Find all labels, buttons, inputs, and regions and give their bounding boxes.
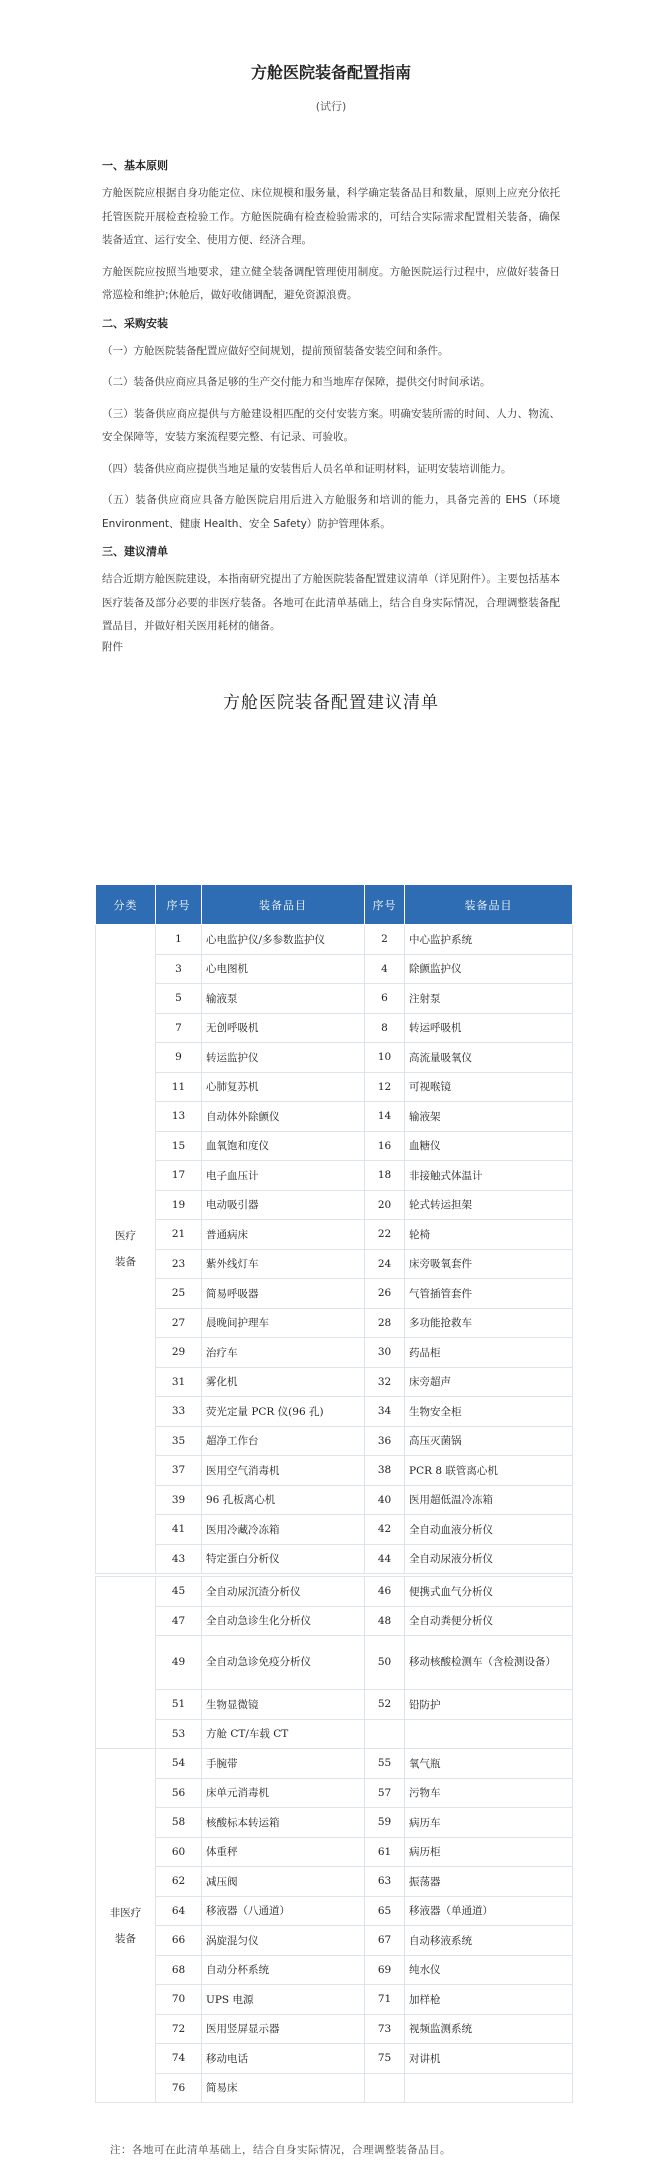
section-heading-principles: 一、基本原则	[102, 159, 168, 172]
item-name: 轮式转运担架	[405, 1190, 573, 1220]
item-name: UPS 电源	[202, 1985, 365, 2015]
item-name: 床旁超声	[405, 1367, 573, 1397]
list-title: 方舱医院装备配置建议清单	[223, 692, 439, 713]
item-name: 病历车	[405, 1808, 573, 1838]
item-number: 49	[156, 1636, 202, 1690]
item-number: 68	[156, 1955, 202, 1985]
table-row	[96, 1397, 573, 1427]
item-name	[405, 1719, 573, 1749]
item-name: 移动核酸检测车（含检测设备）	[405, 1636, 573, 1690]
item-number: 71	[365, 1985, 405, 2015]
item-name: 体重秤	[202, 1837, 365, 1867]
paragraph: 方舱医院应根据自身功能定位、床位规模和服务量，科学确定装备品目和数量，原则上应充分依托托管医院开展检查检验工作。方舱医院确有检查检验需求的，可结合实际需求配置相关装备，确保装备适宜、运行安全、使用方便、经济合理。	[102, 187, 560, 246]
item-number: 65	[365, 1896, 405, 1926]
item-number: 26	[365, 1279, 405, 1309]
item-number: 39	[156, 1485, 202, 1515]
item-name: 荧光定量 PCR 仪(96 孔)	[202, 1397, 365, 1427]
paragraph: （三）装备供应商应提供与方舱建设相匹配的交付安装方案。明确安装所需的时间、人力、物流、安全保障等，安装方案流程要完整、有记录、可验收。	[102, 407, 560, 443]
table-row	[96, 2073, 573, 2103]
item-name: 铅防护	[405, 1690, 573, 1720]
item-name: 高流量吸氧仪	[405, 1043, 573, 1073]
item-number: 6	[365, 984, 405, 1014]
table-row	[96, 1636, 573, 1690]
item-number: 29	[156, 1338, 202, 1368]
table-row	[96, 925, 573, 955]
item-number: 28	[365, 1308, 405, 1338]
item-number: 57	[365, 1778, 405, 1808]
item-number: 66	[156, 1926, 202, 1956]
item-name: 多功能抢救车	[405, 1308, 573, 1338]
item-name: 药品柜	[405, 1338, 573, 1368]
item-name: 方舱 CT/车载 CT	[202, 1719, 365, 1749]
item-number: 11	[156, 1072, 202, 1102]
table-row	[96, 1749, 573, 1779]
item-number: 44	[365, 1544, 405, 1574]
table-row	[96, 1338, 573, 1368]
table-row	[96, 1367, 573, 1397]
item-name: 轮椅	[405, 1220, 573, 1250]
item-name: 氧气瓶	[405, 1749, 573, 1779]
table-row	[96, 1837, 573, 1867]
item-name: 注射泵	[405, 984, 573, 1014]
table-row	[96, 1161, 573, 1191]
item-name: 自动分杯系统	[202, 1955, 365, 1985]
item-name: 振荡器	[405, 1867, 573, 1897]
item-number: 12	[365, 1072, 405, 1102]
item-number: 54	[156, 1749, 202, 1779]
item-name: 移液器（八通道）	[202, 1896, 365, 1926]
item-name: 心电图机	[202, 954, 365, 984]
item-number: 16	[365, 1131, 405, 1161]
item-number: 55	[365, 1749, 405, 1779]
item-number: 2	[365, 925, 405, 955]
item-name: 减压阀	[202, 1867, 365, 1897]
item-name: 输液架	[405, 1102, 573, 1132]
document-title: 方舱医院装备配置指南	[250, 63, 411, 82]
item-number: 61	[365, 1837, 405, 1867]
item-number: 46	[365, 1577, 405, 1607]
table-row	[96, 1896, 573, 1926]
item-name: 便携式血气分析仪	[405, 1577, 573, 1607]
item-name: 血氧饱和度仪	[202, 1131, 365, 1161]
attachment-label: 附件	[102, 640, 123, 653]
table-row	[96, 1190, 573, 1220]
item-number: 48	[365, 1606, 405, 1636]
item-name: 96 孔板离心机	[202, 1485, 365, 1515]
item-name: 晨晚间护理车	[202, 1308, 365, 1338]
item-name: 高压灭菌锅	[405, 1426, 573, 1456]
item-name: 输液泵	[202, 984, 365, 1014]
table-row	[96, 1072, 573, 1102]
item-name: 简易呼吸器	[202, 1279, 365, 1309]
table-row	[96, 1867, 573, 1897]
item-number: 25	[156, 1279, 202, 1309]
item-name: 手腕带	[202, 1749, 365, 1779]
table-header-row	[96, 885, 573, 925]
paragraph: （一）方舱医院装备配置应做好空间规划，提前预留装备安装空间和条件。	[102, 344, 449, 357]
item-number: 45	[156, 1577, 202, 1607]
table-row	[96, 984, 573, 1014]
item-name: 简易床	[202, 2073, 365, 2103]
item-name: 特定蛋白分析仪	[202, 1544, 365, 1574]
item-name: 全自动尿沉渣分析仪	[202, 1577, 365, 1607]
item-name: 全自动血液分析仪	[405, 1515, 573, 1545]
item-number: 18	[365, 1161, 405, 1191]
table-row	[96, 1043, 573, 1073]
item-number: 34	[365, 1397, 405, 1427]
item-number: 3	[156, 954, 202, 984]
item-name: PCR 8 联管离心机	[405, 1456, 573, 1486]
item-name: 心肺复苏机	[202, 1072, 365, 1102]
table-row	[96, 2044, 573, 2074]
item-name: 涡旋混匀仪	[202, 1926, 365, 1956]
table-row	[96, 1249, 573, 1279]
item-name: 普通病床	[202, 1220, 365, 1250]
table-row	[96, 1220, 573, 1250]
section-heading-list: 三、建议清单	[102, 545, 168, 558]
item-name: 转运呼吸机	[405, 1013, 573, 1043]
item-name: 纯水仪	[405, 1955, 573, 1985]
item-number: 17	[156, 1161, 202, 1191]
item-number: 4	[365, 954, 405, 984]
item-number: 63	[365, 1867, 405, 1897]
item-name: 可视喉镜	[405, 1072, 573, 1102]
table-row	[96, 1426, 573, 1456]
category-label: 医疗 装备	[115, 1230, 136, 1268]
category-cell	[96, 1749, 156, 2103]
category-cell	[96, 925, 156, 1574]
item-number: 7	[156, 1013, 202, 1043]
table-row	[96, 1985, 573, 2015]
header-item: 装备品目	[202, 885, 365, 925]
category-cell	[96, 1577, 156, 1749]
item-number: 35	[156, 1426, 202, 1456]
table-note: 注：各地可在此清单基础上，结合自身实际情况，合理调整装备品目。	[110, 2144, 451, 2156]
table-row	[96, 1131, 573, 1161]
item-number: 72	[156, 2014, 202, 2044]
item-name: 移动电话	[202, 2044, 365, 2074]
item-number: 73	[365, 2014, 405, 2044]
item-name	[405, 2073, 573, 2103]
table-row	[96, 1279, 573, 1309]
item-number: 1	[156, 925, 202, 955]
item-name: 紫外线灯车	[202, 1249, 365, 1279]
item-name: 气管插管套件	[405, 1279, 573, 1309]
item-number: 50	[365, 1636, 405, 1690]
item-name: 床单元消毒机	[202, 1778, 365, 1808]
item-number: 43	[156, 1544, 202, 1574]
table-row	[96, 1456, 573, 1486]
item-name: 全自动尿液分析仪	[405, 1544, 573, 1574]
item-name: 医用冷藏冷冻箱	[202, 1515, 365, 1545]
paragraph: （四）装备供应商应提供当地足量的安装售后人员名单和证明材料，证明安装培训能力。	[102, 462, 512, 475]
item-name: 医用竖屏显示器	[202, 2014, 365, 2044]
item-number: 21	[156, 1220, 202, 1250]
item-number: 32	[365, 1367, 405, 1397]
item-number	[365, 1719, 405, 1749]
table-row	[96, 1719, 573, 1749]
item-number: 40	[365, 1485, 405, 1515]
item-name: 移液器（单通道）	[405, 1896, 573, 1926]
item-number: 64	[156, 1896, 202, 1926]
item-number	[365, 2073, 405, 2103]
item-name: 生物安全柜	[405, 1397, 573, 1427]
equipment-table-part2	[95, 1576, 572, 2103]
item-name: 超净工作台	[202, 1426, 365, 1456]
table-row	[96, 954, 573, 984]
item-number: 27	[156, 1308, 202, 1338]
item-number: 15	[156, 1131, 202, 1161]
item-name: 无创呼吸机	[202, 1013, 365, 1043]
table-row	[96, 1690, 573, 1720]
item-name: 全自动急诊生化分析仪	[202, 1606, 365, 1636]
item-number: 14	[365, 1102, 405, 1132]
item-name: 视频监测系统	[405, 2014, 573, 2044]
table-row	[96, 1606, 573, 1636]
item-name: 生物显微镜	[202, 1690, 365, 1720]
item-name: 中心监护系统	[405, 925, 573, 955]
item-number: 30	[365, 1338, 405, 1368]
item-number: 31	[156, 1367, 202, 1397]
item-name: 电动吸引器	[202, 1190, 365, 1220]
equipment-table-part1	[95, 884, 572, 1574]
table-row	[96, 1778, 573, 1808]
item-name: 病历柜	[405, 1837, 573, 1867]
item-name: 血糖仪	[405, 1131, 573, 1161]
paragraph: 结合近期方舱医院建设，本指南研究提出了方舱医院装备配置建议清单（详见附件）。主要包括基本医疗装备及部分必要的非医疗装备。各地可在此清单基础上，结合自身实际情况，合理调整装备配置品目，并做好相关医用耗材的储备。	[102, 573, 560, 632]
paragraph: （二）装备供应商应具备足够的生产交付能力和当地库存保障，提供交付时间承诺。	[102, 376, 491, 388]
table-row	[96, 1544, 573, 1574]
item-number: 33	[156, 1397, 202, 1427]
paragraph: 方舱医院应按照当地要求，建立健全装备调配管理使用制度。方舱医院运行过程中，应做好装备日常巡检和维护;休舱后，做好收储调配，避免资源浪费。	[102, 265, 560, 301]
item-number: 58	[156, 1808, 202, 1838]
item-number: 20	[365, 1190, 405, 1220]
item-number: 74	[156, 2044, 202, 2074]
category-label: 非医疗 装备	[109, 1906, 142, 1945]
item-number: 53	[156, 1719, 202, 1749]
table-row	[96, 1013, 573, 1043]
table-row	[96, 1926, 573, 1956]
header-number: 序号	[365, 885, 405, 925]
table-row	[96, 1577, 573, 1607]
item-number: 52	[365, 1690, 405, 1720]
item-number: 36	[365, 1426, 405, 1456]
item-name: 治疗车	[202, 1338, 365, 1368]
table-row	[96, 1308, 573, 1338]
item-number: 76	[156, 2073, 202, 2103]
item-number: 23	[156, 1249, 202, 1279]
item-name: 污物车	[405, 1778, 573, 1808]
item-number: 10	[365, 1043, 405, 1073]
table-row	[96, 1808, 573, 1838]
item-number: 62	[156, 1867, 202, 1897]
document-subtitle: (试行)	[315, 100, 347, 113]
item-name: 除颤监护仪	[405, 954, 573, 984]
item-number: 59	[365, 1808, 405, 1838]
item-number: 8	[365, 1013, 405, 1043]
item-number: 42	[365, 1515, 405, 1545]
header-category: 分类	[96, 885, 156, 925]
item-number: 60	[156, 1837, 202, 1867]
item-name: 全自动粪便分析仪	[405, 1606, 573, 1636]
item-number: 75	[365, 2044, 405, 2074]
item-number: 38	[365, 1456, 405, 1486]
item-number: 69	[365, 1955, 405, 1985]
item-number: 22	[365, 1220, 405, 1250]
item-name: 自动移液系统	[405, 1926, 573, 1956]
table-row	[96, 1102, 573, 1132]
table-row	[96, 1515, 573, 1545]
header-item: 装备品目	[405, 885, 573, 925]
header-number: 序号	[156, 885, 202, 925]
item-number: 47	[156, 1606, 202, 1636]
item-name: 对讲机	[405, 2044, 573, 2074]
item-number: 24	[365, 1249, 405, 1279]
item-number: 51	[156, 1690, 202, 1720]
item-number: 67	[365, 1926, 405, 1956]
item-name: 医用超低温冷冻箱	[405, 1485, 573, 1515]
item-name: 床旁吸氧套件	[405, 1249, 573, 1279]
item-name: 心电监护仪/多参数监护仪	[202, 925, 365, 955]
item-number: 56	[156, 1778, 202, 1808]
document-body	[0, 0, 660, 715]
item-name: 雾化机	[202, 1367, 365, 1397]
item-number: 13	[156, 1102, 202, 1132]
table-row	[96, 1955, 573, 1985]
item-number: 41	[156, 1515, 202, 1545]
item-number: 19	[156, 1190, 202, 1220]
item-number: 37	[156, 1456, 202, 1486]
table-row	[96, 2014, 573, 2044]
item-name: 电子血压计	[202, 1161, 365, 1191]
item-number: 70	[156, 1985, 202, 2015]
item-name: 自动体外除颤仪	[202, 1102, 365, 1132]
item-number: 5	[156, 984, 202, 1014]
item-name: 核酸标本转运箱	[202, 1808, 365, 1838]
table-row	[96, 1485, 573, 1515]
item-name: 转运监护仪	[202, 1043, 365, 1073]
item-number: 9	[156, 1043, 202, 1073]
item-name: 非接触式体温计	[405, 1161, 573, 1191]
item-name: 全自动急诊免疫分析仪	[202, 1636, 365, 1690]
section-heading-procurement: 二、采购安装	[102, 316, 168, 330]
item-name: 医用空气消毒机	[202, 1456, 365, 1486]
item-name: 加样枪	[405, 1985, 573, 2015]
paragraph: （五）装备供应商应具备方舱医院启用后进入方舱服务和培训的能力，具备完善的 EHS（环境 Environment、健康 Health、安全 Safety）防护管理体系。	[102, 494, 560, 530]
